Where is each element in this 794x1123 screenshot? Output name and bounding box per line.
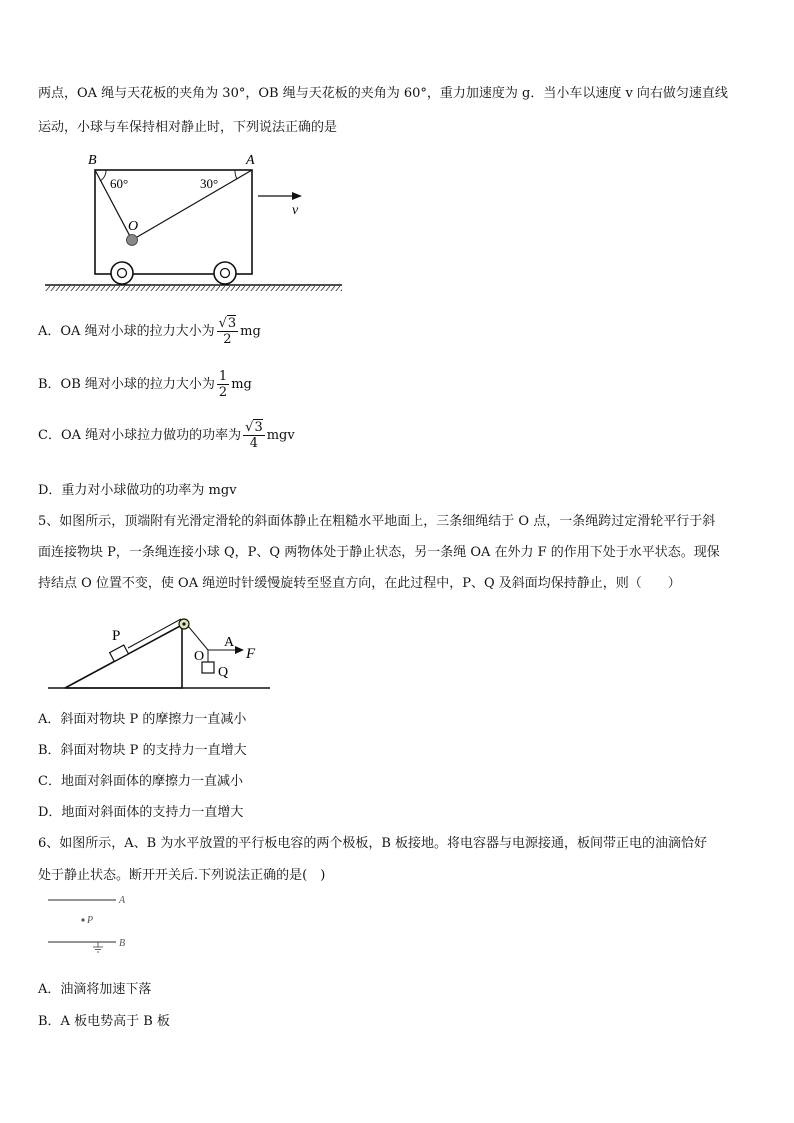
label-b: B xyxy=(88,153,97,168)
q6-option-a: A．油滴将加速下落 xyxy=(38,982,152,997)
label-a: A xyxy=(246,153,255,168)
q5-option-b: B．斜面对物块 P 的支持力一直增大 xyxy=(38,743,247,758)
q4-option-d: D．重力对小球做功的功率为 mgv xyxy=(38,483,237,498)
q5-option-d: D．地面对斜面体的支持力一直增大 xyxy=(38,805,244,820)
q5-stem-line3: 持结点 O 位置不变，使 OA 绳逆时针缓慢旋转至竖直方向，在此过程中，P、Q 及斜面均保持静止，则（ ） xyxy=(38,576,681,591)
q4-stem-line2: 运动，小球与车保持相对静止时，下列说法正确的是 xyxy=(38,120,338,135)
label-a: A xyxy=(119,895,126,906)
q4-stem-line1: 两点，OA 绳与天花板的夹角为 30°，OB 绳与天花板的夹角为 60°，重力加速度为 g．当小车以速度 v 向右做匀速直线 xyxy=(38,86,728,101)
q6-stem-line1: 6、如图所示，A、B 为水平放置的平行板电容的两个极板，B 板接地。将电容器与电源接通，板间带正电的油滴恰好 xyxy=(38,836,708,851)
q5-option-c: C．地面对斜面体的摩擦力一直减小 xyxy=(38,774,243,789)
oil-drop xyxy=(81,918,84,921)
label-p: P xyxy=(112,628,121,644)
left-wheel xyxy=(111,262,133,284)
label-p: P xyxy=(87,915,94,926)
rope-oa xyxy=(132,170,252,240)
right-wheel xyxy=(214,262,236,284)
q4-option-b: B．OB 绳对小球的拉力大小为 $\frac{1}{2}$ mg xyxy=(38,369,252,400)
q5-option-a: A．斜面对物块 P 的摩擦力一直减小 xyxy=(38,712,247,727)
ground-hatch xyxy=(45,286,342,291)
block-p xyxy=(110,645,129,661)
label-o: O xyxy=(194,649,205,664)
label-angle-60: 60° xyxy=(110,176,129,191)
label-o: O xyxy=(128,219,139,234)
label-q: Q xyxy=(218,665,229,680)
ball xyxy=(127,235,138,246)
ground-symbol xyxy=(93,942,103,952)
label-b: B xyxy=(119,938,126,949)
q5-stem-line2: 面连接物块 P，一条绳连接小球 Q，P、Q 两物体处于静止状态，另一条绳 OA 在外力 F 的作用下处于水平状态。现保 xyxy=(38,545,720,560)
label-v: v xyxy=(292,203,299,218)
q5-incline-figure xyxy=(40,610,280,696)
label-a: A xyxy=(224,635,235,650)
q4-option-c: C．OA 绳对小球拉力做功的功率为 $\frac{√3}{4}$ mgv xyxy=(38,420,295,451)
label-angle-30: 30° xyxy=(200,176,219,191)
q4-cart-figure xyxy=(40,148,350,296)
label-f: F xyxy=(246,646,256,662)
q6-capacitor-figure xyxy=(40,890,150,956)
q6-stem-line2: 处于静止状态。断开开关后.下列说法正确的是( ) xyxy=(38,868,326,883)
q6-option-b: B．A 板电势高于 B 板 xyxy=(38,1014,170,1029)
q4-option-a: A．OA 绳对小球的拉力大小为 $\frac{√3}{2}$ mg xyxy=(38,316,261,347)
q5-stem-line1: 5、如图所示，顶端附有光滑定滑轮的斜面体静止在粗糙水平地面上，三条细绳结于 O 点，一条绳跨过定滑轮平行于斜 xyxy=(38,514,716,529)
